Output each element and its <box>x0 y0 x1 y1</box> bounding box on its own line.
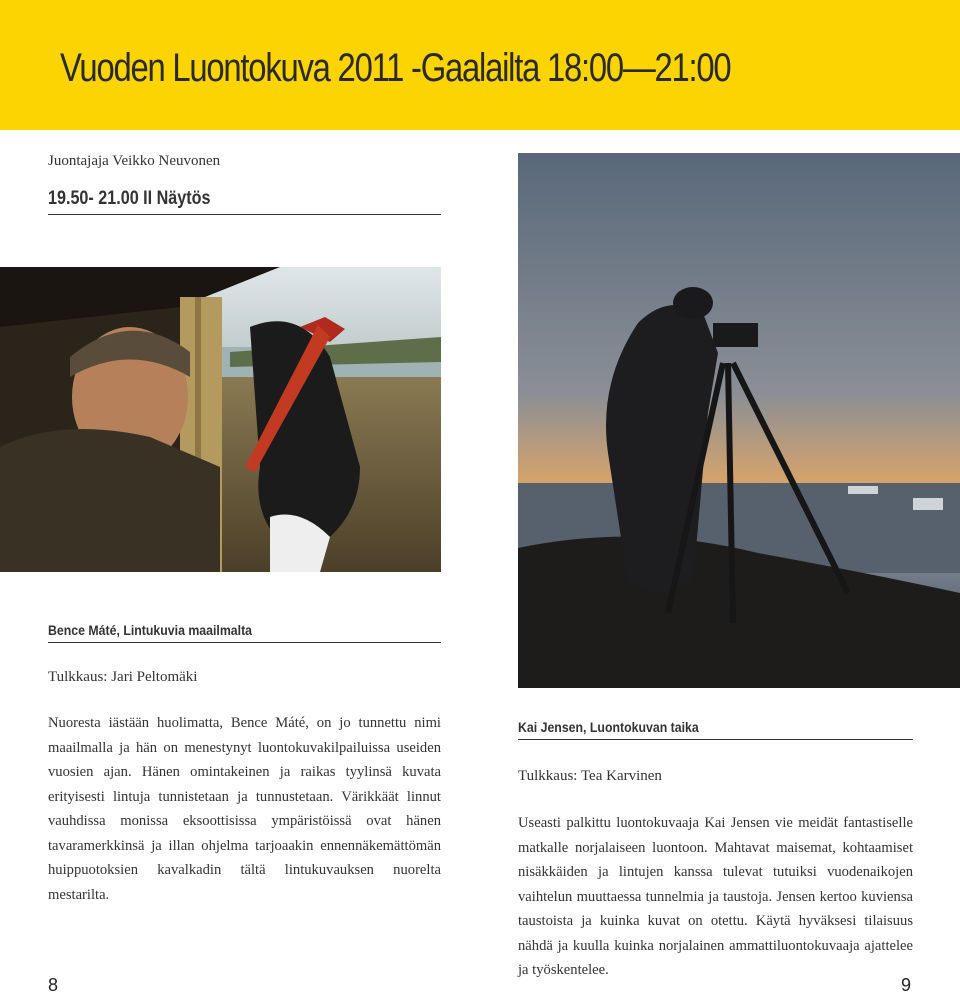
talk-2-heading-text: Kai Jensen, Luontokuvan taika <box>518 719 699 735</box>
page-title: Vuoden Luontokuva 2011 -Gaalailta 18:00—21:00 <box>60 46 731 90</box>
talk-2-heading <box>518 719 913 740</box>
talk-1-heading-text: Bence Máté, Lintukuvia maailmalta <box>48 622 253 638</box>
stork-photo <box>0 267 441 572</box>
page-number-right: 9 <box>901 975 912 995</box>
host-line: Juontajaja Veikko Neuvonen <box>48 153 221 169</box>
talk-2-description: Useasti palkittu luontokuvaaja Kai Jensen vie meidät fantastiselle matkalle norjalaiseen luontoon. Mahtavat maisemat, kohtaamiset nisäkkäiden ja lintujen kanssa tulevat tutuiksi vuodenaikojen vaihtelun muuttaessa tunnelmia ja taustoja. Jensen kertoo kuviensa taustoista ja kuinka kuvat on otettu. Käytä hyväksesi tilaisuus nähdä ja kuulla kuinka norjalainen ammattiluontokuvaaja ajattelee ja työskentelee. <box>518 815 913 978</box>
talk-2-interpreter: Tulkkaus: Tea Karvinen <box>518 768 662 784</box>
sunset-photographer-photo <box>518 153 960 688</box>
page-number-left: 8 <box>48 975 59 995</box>
talk-1-interpreter: Tulkkaus: Jari Peltomäki <box>48 669 198 685</box>
act-heading-text: 19.50- 21.00 II Näytös <box>48 188 211 209</box>
title-banner <box>0 0 960 130</box>
talk-1-description: Nuoresta iästään huolimatta, Bence Máté, on jo tunnettu nimi maailmalla ja hän on menestynyt luontokuvakilpailuissa useiden vuosien ajan. Hänen omintakeinen ja raikas tyylinsä kuvata erityisesti lintuja tunnistetaan ja tunnustetaan. Värikkäät linnut vauhdissa monissa eksoottisissa ympäristöissä ovat hänen tavaramerkkinsä ja illan ohjelma tarjoaakin ennennäkemättömän huippuotoksien kavalkadin tältä lintukuvauksen nuorelta mestarilta. <box>48 715 441 903</box>
talk-1-heading <box>48 622 441 643</box>
act-heading <box>48 188 441 215</box>
